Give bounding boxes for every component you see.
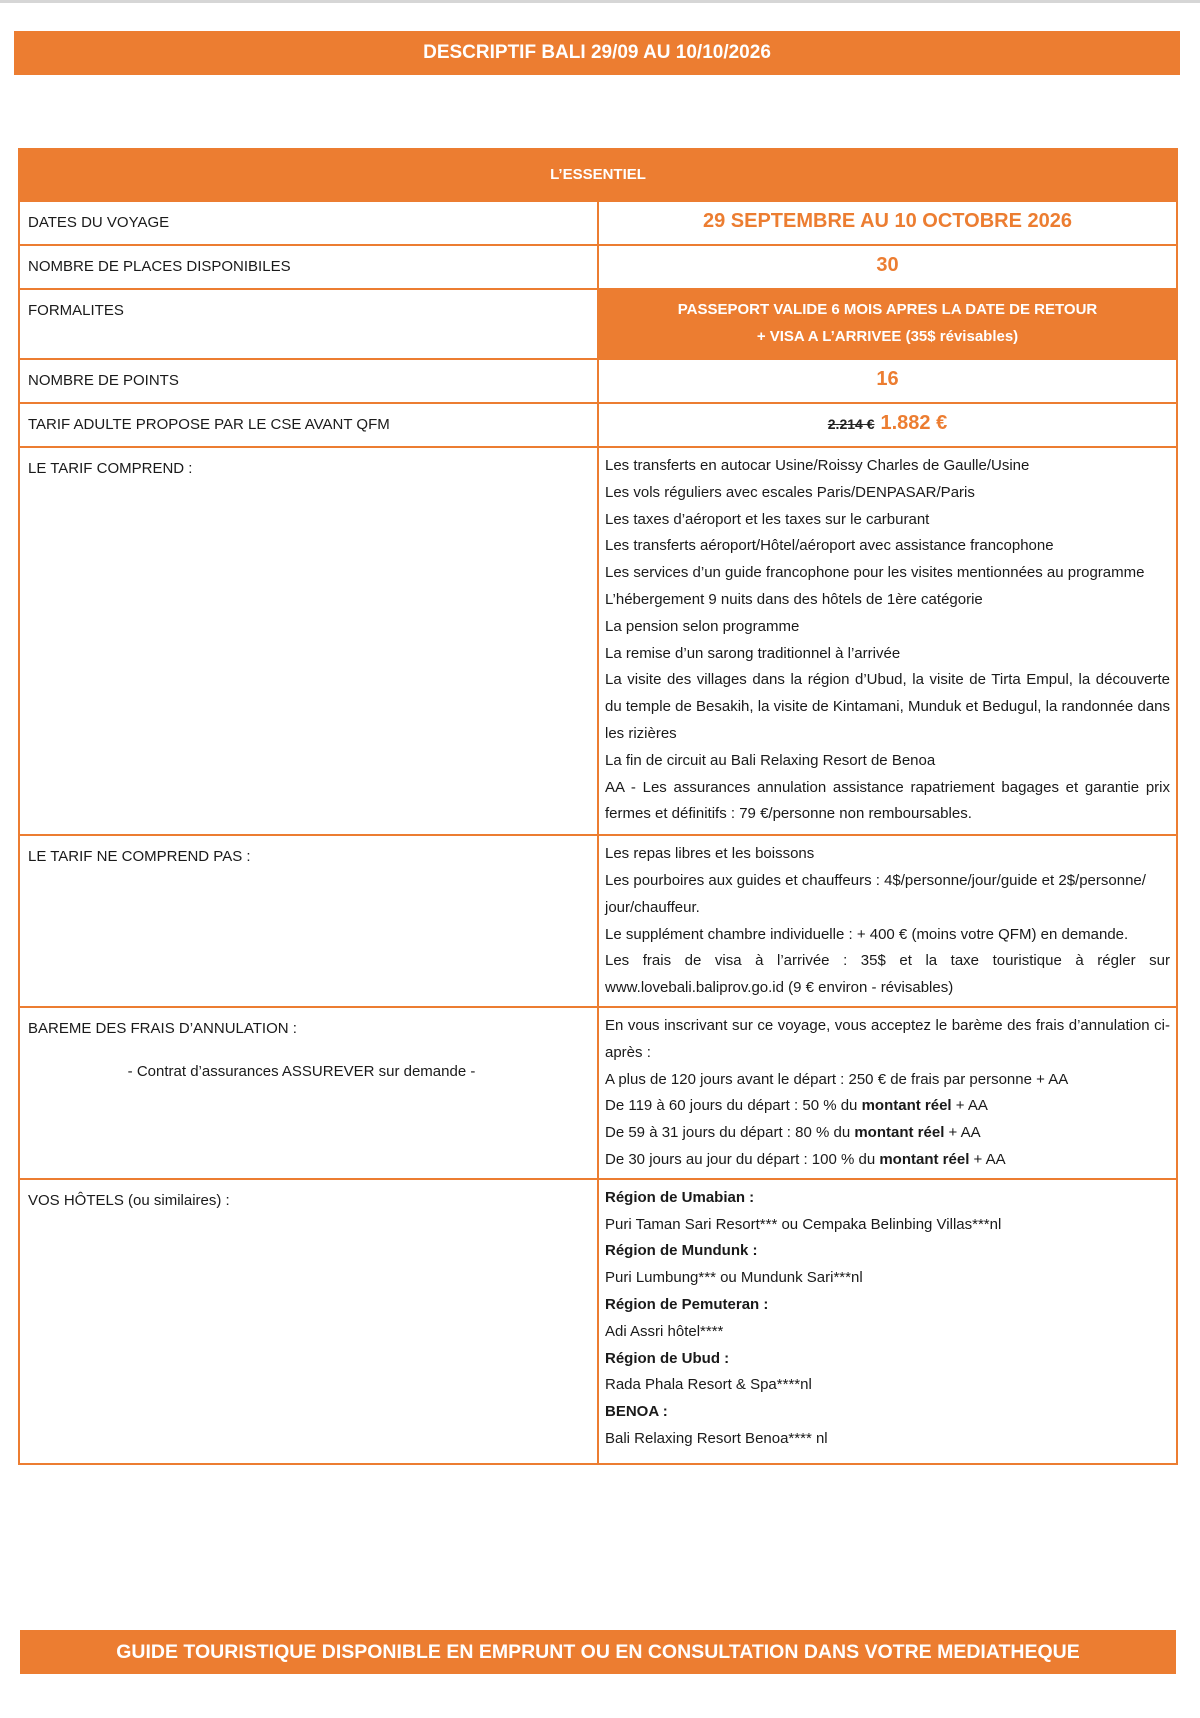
formalites-visa: + VISA A L’ARRIVEE (35$ révisables) <box>756 328 1019 345</box>
row-points <box>19 359 1177 403</box>
row-places <box>19 245 1177 289</box>
hotel-region: Région de Mundunk : <box>605 1242 758 1260</box>
places-label: NOMBRE DE PLACES DISPONIBILES <box>19 245 598 289</box>
dates-value: 29 SEPTEMBRE AU 10 OCTOBRE 2026 <box>702 209 1072 232</box>
formalites-passport: PASSEPORT VALIDE 6 MOIS APRES LA DATE DE RETOUR <box>677 301 1098 319</box>
list-item: La visite des villages dans la région d’Ubud, la visite de Tirta Empul, la découverte du temple de Besakih, la visite de Kintamani, Munduk et Bedugul, la randonnée dans les rizières <box>605 671 1170 742</box>
tarif-label: TARIF ADULTE PROPOSE PAR LE CSE AVANT QFM <box>19 403 598 447</box>
annulation-insurance-note: - Contrat d’assurances ASSUREVER sur demande - <box>127 1062 476 1080</box>
essentiel-title: L’ESSENTIEL <box>19 149 1177 201</box>
list-item: Les repas libres et les boissons <box>605 845 815 863</box>
annulation-intro: En vous inscrivant sur ce voyage, vous acceptez le barème des frais d’annulation ci-après : <box>605 1016 1170 1061</box>
annulation-rule: A plus de 120 jours avant le départ : 250 € de frais par personne + AA <box>605 1070 1069 1088</box>
row-tarif <box>19 403 1177 447</box>
list-item: Le supplément chambre individuelle : + 400 € (moins votre QFM) en demande. <box>605 925 1129 943</box>
hotel-names: Bali Relaxing Resort Benoa**** nl <box>605 1429 828 1447</box>
hotel-names: Puri Taman Sari Resort*** ou Cempaka Belinbing Villas***nl <box>605 1215 1002 1233</box>
points-value: 16 <box>876 367 899 390</box>
list-item: Les transferts en autocar Usine/Roissy Charles de Gaulle/Usine <box>605 457 1030 474</box>
row-hotels <box>19 1179 1177 1464</box>
list-item: Les services d’un guide francophone pour les visites mentionnées au programme <box>605 564 1145 582</box>
comprend-list <box>598 447 1177 835</box>
dates-label: DATES DU VOYAGE <box>19 201 598 245</box>
row-comprend <box>19 447 1177 835</box>
hotel-region: Région de Pemuteran : <box>605 1295 769 1313</box>
list-item: La remise d’un sarong traditionnel à l’arrivée <box>605 644 901 662</box>
list-item: Les frais de visa à l’arrivée : 35$ et la taxe touristique à régler sur www.lovebali.baliprov.go.id (9 € environ - révisables) <box>605 952 1170 997</box>
annulation-label: BAREME DES FRAIS D’ANNULATION : <box>28 1019 297 1037</box>
hotel-names: Adi Assri hôtel**** <box>605 1322 724 1340</box>
row-formalites <box>19 289 1177 359</box>
annulation-rule: De 119 à 60 jours du départ : 50 % du montant réel + AA <box>605 1097 988 1115</box>
hotel-names: Puri Lumbung*** ou Mundunk Sari***nl <box>605 1269 863 1287</box>
points-label: NOMBRE DE POINTS <box>19 359 598 403</box>
annulation-rule: De 30 jours au jour du départ : 100 % du montant réel + AA <box>605 1150 1006 1168</box>
old-price: 2.214 € <box>827 415 875 432</box>
list-item: Les vols réguliers avec escales Paris/DENPASAR/Paris <box>605 483 975 501</box>
hotels-list <box>598 1179 1177 1464</box>
list-item: Les taxes d’aéroport et les taxes sur le carburant <box>605 510 930 528</box>
list-item: La fin de circuit au Bali Relaxing Resort de Benoa <box>605 751 936 769</box>
hotel-region: Région de Umabian : <box>605 1188 755 1206</box>
list-item: AA - Les assurances annulation assistance rapatriement bagages et garantie prix fermes et définitifs : 79 €/personne non remboursables. <box>605 778 1170 823</box>
row-dates <box>19 201 1177 245</box>
places-value: 30 <box>876 253 899 276</box>
list-item: Les pourboires aux guides et chauffeurs : 4$/personne/jour/guide et 2$/personne/ jour/chauffeur. <box>605 871 1146 916</box>
list-item: La pension selon programme <box>605 617 800 635</box>
title-banner: DESCRIPTIF BALI 29/09 AU 10/10/2026 <box>14 31 1180 75</box>
new-price: 1.882 € <box>880 411 948 434</box>
essentiel-table <box>18 148 1178 1465</box>
comprend-label: LE TARIF COMPREND : <box>19 447 598 835</box>
ne-comprend-pas-list <box>598 835 1177 1007</box>
list-item: L’hébergement 9 nuits dans des hôtels de 1ère catégorie <box>605 590 983 608</box>
hotel-names: Rada Phala Resort & Spa****nl <box>605 1376 812 1394</box>
top-edge-line <box>0 0 1200 3</box>
footer-banner: GUIDE TOURISTIQUE DISPONIBLE EN EMPRUNT OU EN CONSULTATION DANS VOTRE MEDIATHEQUE <box>20 1630 1176 1674</box>
formalites-label: FORMALITES <box>19 289 598 359</box>
list-item: Les transferts aéroport/Hôtel/aéroport avec assistance francophone <box>605 537 1054 555</box>
annulation-rule: De 59 à 31 jours du départ : 80 % du montant réel + AA <box>605 1124 981 1142</box>
row-ne-comprend-pas <box>19 835 1177 1007</box>
hotel-region: Région de Ubud : <box>605 1349 730 1367</box>
annulation-rules <box>598 1007 1177 1179</box>
formalites-value <box>598 289 1177 359</box>
hotel-region: BENOA : <box>605 1403 668 1421</box>
ne-comprend-pas-label: LE TARIF NE COMPREND PAS : <box>19 835 598 1007</box>
row-annulation <box>19 1007 1177 1179</box>
hotels-label: VOS HÔTELS (ou similaires) : <box>19 1179 598 1464</box>
